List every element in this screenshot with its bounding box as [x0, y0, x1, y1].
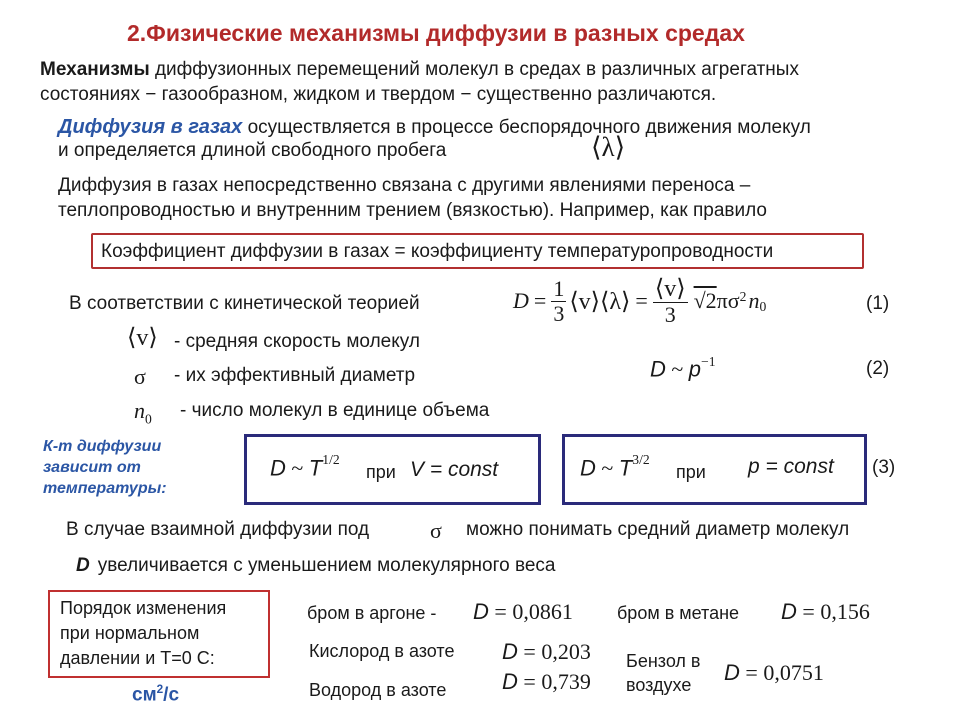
pressure-D: D [650, 356, 666, 382]
temp-right-D: D [580, 455, 596, 481]
formula-D: D [513, 288, 529, 313]
equation-number-3: (3) [872, 457, 896, 478]
gases-line-1 [58, 116, 811, 139]
formula-n: n [748, 288, 760, 313]
example-value-hydrogen-nitrogen [502, 669, 591, 695]
formula-one-third [551, 275, 566, 326]
pressure-formula [650, 356, 716, 382]
temperature-label-line-3: температуры: [43, 480, 167, 497]
legend-n: n [134, 398, 145, 423]
example-label-bromine-argon: бром в аргоне - [307, 603, 437, 623]
pressure-p: p [688, 356, 702, 382]
page-title: 2.Физические механизмы диффузии в разных средах [127, 20, 745, 46]
gases-para2-line-2: теплопроводностью и внутренним трением (вязкостью). Например, как правило [58, 200, 767, 221]
ex4-D: D [724, 660, 740, 685]
temp-left-tilde: ~ [285, 455, 309, 481]
gases-heading-rest: осуществляется в процессе беспорядочного движения молекул [242, 117, 811, 138]
formula-three: 3 [553, 300, 565, 326]
temp-left-formula [270, 452, 340, 481]
ex4-eq: = [739, 660, 764, 685]
example-value-bromine-methane [781, 599, 870, 625]
ex0-eq: = [488, 599, 513, 624]
intro-line-1-text: диффузионных перемещений молекул в средах в различных агрегатных [149, 59, 799, 80]
mutual-text-before: В случае взаимной диффузии под [66, 519, 370, 540]
gases-para2-line-1: Диффузия в газах непосредственно связана с другими явлениями переноса – [58, 175, 751, 196]
equation-number-1: (1) [866, 293, 890, 314]
legend-n-sub: 0 [145, 411, 152, 427]
mean-free-path-symbol: ⟨λ⟩ [591, 132, 626, 162]
kinetic-formula [513, 272, 766, 330]
legend-text-sigma: - их эффективный диаметр [174, 365, 416, 386]
temp-left-condition: V = const [410, 458, 499, 481]
temp-left-D: D [270, 455, 286, 481]
formula-v-num: ⟨v⟩ [654, 275, 686, 302]
formula-v: ⟨v⟩ [569, 288, 601, 315]
units-base: см [132, 684, 157, 706]
formula-sqrt2: √2 [693, 288, 717, 313]
example-label-hydrogen-nitrogen: Водород в азоте [309, 680, 447, 700]
formula-three-2: 3 [664, 301, 676, 327]
temperature-label-line-1: К-т диффузии [43, 438, 162, 455]
units-label [132, 683, 179, 706]
ex3-eq: = [517, 669, 542, 694]
temp-left-when: при [366, 462, 396, 482]
legend-symbol-n0 [134, 398, 152, 427]
molecular-D: D [76, 555, 90, 576]
benzene-line-2: воздухе [626, 675, 692, 695]
mutual-sigma: σ [430, 518, 442, 543]
ex4-value: 0,0751 [763, 660, 824, 685]
formula-one: 1 [553, 275, 565, 301]
ex0-D: D [473, 599, 489, 624]
formula-v-third [653, 277, 688, 326]
intro-line-1 [40, 59, 799, 81]
pressure-exp: −1 [701, 354, 716, 369]
units-rest: /с [163, 684, 180, 706]
molecular-text: увеличивается с уменьшением молекулярного веса [97, 555, 556, 576]
temp-right-T: T [618, 455, 633, 481]
equation-number-2: (2) [866, 358, 890, 379]
temp-left-exp: 1/2 [322, 452, 340, 467]
order-line-3: давлении и Т=0 С: [60, 648, 215, 668]
gases-heading: Диффузия в газах [58, 116, 243, 138]
legend-text-n0: - число молекул в единице объема [180, 400, 490, 421]
temp-left-T: T [308, 455, 323, 481]
intro-line-2: состояниях − газообразном, жидком и твердом − существенно различаются. [40, 84, 717, 105]
formula-lambda: ⟨λ⟩ [600, 288, 631, 315]
ex1-eq: = [796, 599, 821, 624]
example-label-benzene-air [626, 649, 701, 697]
legend-symbol-sigma: σ [134, 364, 146, 389]
units-exp: 2 [156, 683, 164, 696]
pressure-tilde: ~ [665, 356, 689, 382]
order-box-text [60, 596, 226, 671]
example-value-benzene-air [724, 660, 824, 686]
gases-line-2: и определяется длиной свободного пробега [58, 140, 447, 161]
legend-symbol-v: ⟨v⟩ [127, 325, 158, 351]
temp-right-formula [580, 452, 650, 481]
molecular-line [76, 555, 555, 577]
formula-sigma-square: 2 [739, 289, 747, 304]
ex0-value: 0,0861 [512, 599, 573, 624]
coefficient-box-text: Коэффициент диффузии в газах = коэффициенту температуропроводности [101, 241, 774, 262]
benzene-line-1: Бензол в [626, 651, 701, 671]
ex3-value: 0,739 [541, 669, 591, 694]
ex3-D: D [502, 669, 518, 694]
order-line-1: Порядок изменения [60, 598, 227, 618]
example-label-oxygen-nitrogen: Кислород в азоте [309, 641, 455, 661]
formula-eq-2: = [635, 288, 648, 313]
temp-right-when: при [676, 462, 706, 482]
order-line-2: при нормальном [60, 623, 200, 643]
example-label-bromine-methane: бром в метане [617, 603, 740, 623]
formula-pi-sigma: πσ [716, 288, 740, 313]
ex1-D: D [781, 599, 797, 624]
example-value-oxygen-nitrogen [502, 639, 591, 665]
temperature-label-line-2: зависит от [43, 459, 141, 476]
temp-right-condition: p = const [748, 455, 834, 478]
intro-bold-word: Механизмы [40, 59, 150, 80]
temperature-label [43, 436, 167, 499]
formula-n-sub: 0 [759, 299, 767, 314]
ex2-eq: = [517, 639, 542, 664]
kinetic-theory-label: В соответствии с кинетической теорией [69, 293, 420, 314]
mutual-text-after: можно понимать средний диаметр молекул [466, 519, 850, 540]
ex1-value: 0,156 [820, 599, 870, 624]
ex2-D: D [502, 639, 518, 664]
ex2-value: 0,203 [541, 639, 591, 664]
temp-right-tilde: ~ [595, 455, 619, 481]
temp-right-exp: 3/2 [632, 452, 650, 467]
example-value-bromine-argon [473, 599, 573, 625]
legend-text-v: - средняя скорость молекул [174, 331, 420, 352]
formula-eq-1: = [533, 288, 547, 313]
